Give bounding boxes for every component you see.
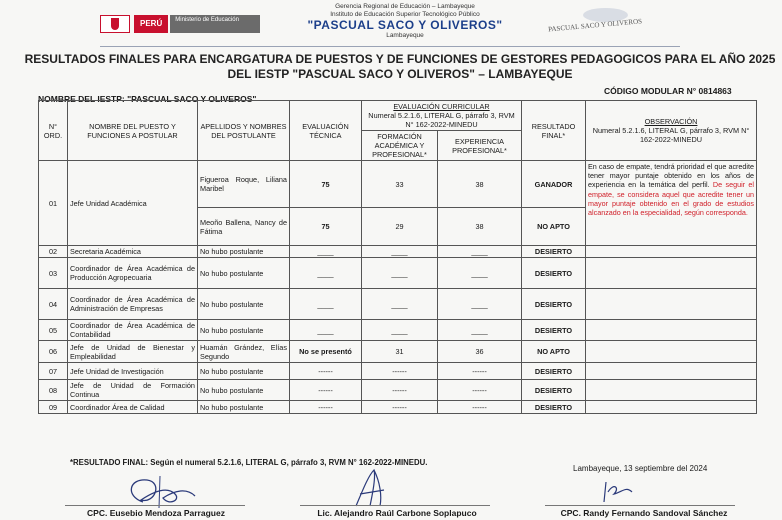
institute-city: Lambayeque bbox=[386, 32, 424, 39]
position-name: Coordinador Área de Calidad bbox=[68, 401, 198, 414]
header-curricular bbox=[362, 101, 522, 131]
signature-line bbox=[65, 505, 245, 506]
header-position: NOMBRE DEL PUESTO Y FUNCIONES A POSTULAR bbox=[68, 101, 198, 161]
experience-score: 36 bbox=[438, 341, 522, 363]
experience-score: ____ bbox=[438, 246, 522, 258]
row-number: 05 bbox=[39, 320, 68, 341]
applicant-name: No hubo postulante bbox=[198, 258, 290, 289]
footnote: *RESULTADO FINAL: Según el numeral 5.2.1.6, LITERAL G, párrafo 3, RVM N° 162-2022-MINEDU. bbox=[70, 458, 428, 467]
row-number: 03 bbox=[39, 258, 68, 289]
position-name: Coordinador de Área Académica de Producción Agropecuaria bbox=[68, 258, 198, 289]
letterhead bbox=[0, 0, 782, 48]
signature-line bbox=[545, 505, 735, 506]
technical-score: ------ bbox=[290, 380, 362, 401]
academic-score: ------ bbox=[362, 380, 438, 401]
results-table bbox=[38, 100, 757, 414]
academic-score: 31 bbox=[362, 341, 438, 363]
final-result: DESIERTO bbox=[522, 246, 586, 258]
logo-text: PASCUAL SACO Y OLIVEROS bbox=[547, 17, 643, 34]
signatory-3: CPC. Randy Fernando Sandoval Sánchez bbox=[560, 508, 728, 518]
academic-score: ____ bbox=[362, 246, 438, 258]
final-result: NO APTO bbox=[522, 208, 586, 246]
table-row bbox=[39, 363, 757, 380]
observation-note bbox=[586, 341, 757, 363]
row-number: 04 bbox=[39, 289, 68, 320]
header-technical: EVALUACIÓN TÉCNICA bbox=[290, 101, 362, 161]
header-result: RESULTADO FINAL* bbox=[522, 101, 586, 161]
observation-text: En caso de empate, tendrá prioridad el que acredite tener mayor puntaje obtenido en los años de experiencia en la temática del perfil. bbox=[588, 162, 755, 190]
position-name: Jefe de Unidad de Formación Continua bbox=[68, 380, 198, 401]
position-name: Secretaria Académica bbox=[68, 246, 198, 258]
applicant-name: Meoño Ballena, Nancy de Fátima bbox=[198, 208, 290, 246]
observation-sub: Numeral 5.2.1.6, LITERAL G, párrafo 3, RVM N° 162-2022-MINEDU bbox=[592, 126, 750, 144]
position-name: Coordinador de Área Académica de Administración de Empresas bbox=[68, 289, 198, 320]
academic-score: ------ bbox=[362, 363, 438, 380]
experience-score: ------ bbox=[438, 401, 522, 414]
institute-logo bbox=[548, 6, 668, 34]
table-row bbox=[39, 289, 757, 320]
signature-scribble-icon bbox=[598, 478, 638, 504]
header-applicant: APELLIDOS Y NOMBRES DEL POSTULANTE bbox=[198, 101, 290, 161]
final-result: DESIERTO bbox=[522, 380, 586, 401]
academic-score: ____ bbox=[362, 258, 438, 289]
header-observation bbox=[586, 101, 757, 161]
signature-scribble-icon bbox=[350, 466, 390, 510]
row-number: 06 bbox=[39, 341, 68, 363]
applicant-name: No hubo postulante bbox=[198, 380, 290, 401]
row-number: 08 bbox=[39, 380, 68, 401]
technical-score: 75 bbox=[290, 208, 362, 246]
experience-score: 38 bbox=[438, 161, 522, 208]
observation-note bbox=[586, 258, 757, 289]
table-row bbox=[39, 380, 757, 401]
technical-score: ____ bbox=[290, 289, 362, 320]
institution-header bbox=[275, 3, 535, 40]
observation-note bbox=[586, 289, 757, 320]
academic-score: ------ bbox=[362, 401, 438, 414]
experience-score: ____ bbox=[438, 289, 522, 320]
header-experience: EXPERIENCIA PROFESIONAL* bbox=[438, 131, 522, 161]
modular-code: CÓDIGO MODULAR N° 0814863 bbox=[604, 86, 732, 96]
regional-office: Gerencia Regional de Educación – Lambayeque bbox=[335, 3, 475, 10]
table-row bbox=[39, 320, 757, 341]
final-result: DESIERTO bbox=[522, 289, 586, 320]
signature-line bbox=[300, 505, 490, 506]
final-result: NO APTO bbox=[522, 341, 586, 363]
table-row bbox=[39, 341, 757, 363]
position-name: Jefe de Unidad de Bienestar y Empleabilidad bbox=[68, 341, 198, 363]
observation-note bbox=[586, 320, 757, 341]
final-result: GANADOR bbox=[522, 161, 586, 208]
title-line-2: DEL IESTP "PASCUAL SACO Y OLIVEROS" – LAMBAYEQUE bbox=[227, 67, 573, 81]
title-line-1: RESULTADOS FINALES PARA ENCARGATURA DE PUESTOS Y DE FUNCIONES DE GESTORES PEDAGOGICOS PARA EL AÑO 2025 bbox=[24, 52, 776, 66]
technical-score: ------ bbox=[290, 401, 362, 414]
applicant-name: No hubo postulante bbox=[198, 246, 290, 258]
technical-score: ____ bbox=[290, 246, 362, 258]
table-row bbox=[39, 161, 757, 208]
signatory-1: CPC. Eusebio Mendoza Parraguez bbox=[87, 508, 225, 518]
institute-name: "PASCUAL SACO Y OLIVEROS" bbox=[307, 18, 503, 32]
observation-text-red: De seguir el empate, se considera aquel que acredite tener un mayor puntaje obtenido en el grado de estudios alcanzado en la especialidad, según corresponda. bbox=[588, 180, 755, 218]
experience-score: ____ bbox=[438, 258, 522, 289]
row-number: 09 bbox=[39, 401, 68, 414]
final-result: DESIERTO bbox=[522, 258, 586, 289]
applicant-name: No hubo postulante bbox=[198, 401, 290, 414]
observation-note bbox=[586, 161, 757, 246]
header-academic: FORMACIÓN ACADÉMICA Y PROFESIONAL* bbox=[362, 131, 438, 161]
technical-score: ------ bbox=[290, 363, 362, 380]
table-row bbox=[39, 401, 757, 414]
experience-score: ------ bbox=[438, 363, 522, 380]
position-name: Coordinador de Área Académica de Contabilidad bbox=[68, 320, 198, 341]
header-divider bbox=[100, 46, 680, 47]
observation-note bbox=[586, 380, 757, 401]
experience-score: ____ bbox=[438, 320, 522, 341]
technical-score: ____ bbox=[290, 320, 362, 341]
experience-score: ------ bbox=[438, 380, 522, 401]
row-number: 02 bbox=[39, 246, 68, 258]
curricular-title: EVALUACIÓN CURRICULAR bbox=[393, 102, 490, 111]
final-result: DESIERTO bbox=[522, 320, 586, 341]
academic-score: 29 bbox=[362, 208, 438, 246]
header-order: N° ORD. bbox=[39, 101, 68, 161]
final-result: DESIERTO bbox=[522, 401, 586, 414]
table-row bbox=[39, 246, 757, 258]
position-name: Jefe Unidad Académica bbox=[68, 161, 198, 246]
government-logo bbox=[100, 15, 260, 33]
peru-label: PERÚ bbox=[134, 15, 168, 33]
peru-shield-icon bbox=[100, 15, 130, 33]
ministry-label: Ministerio de Educación bbox=[170, 15, 260, 33]
table-row bbox=[39, 258, 757, 289]
applicant-name: Huamán Grández, Elías Segundo bbox=[198, 341, 290, 363]
final-result: DESIERTO bbox=[522, 363, 586, 380]
applicant-name: No hubo postulante bbox=[198, 363, 290, 380]
technical-score: 75 bbox=[290, 161, 362, 208]
technical-score: ____ bbox=[290, 258, 362, 289]
signing-date: Lambayeque, 13 septiembre del 2024 bbox=[573, 464, 708, 473]
position-name: Jefe Unidad de Investigación bbox=[68, 363, 198, 380]
applicant-name: Figueroa Roque, Liliana Maribel bbox=[198, 161, 290, 208]
technical-score: No se presentó bbox=[290, 341, 362, 363]
observation-note bbox=[586, 246, 757, 258]
academic-score: ____ bbox=[362, 289, 438, 320]
observation-title: OBSERVACIÓN bbox=[644, 117, 698, 126]
applicant-name: No hubo postulante bbox=[198, 320, 290, 341]
institute-type: Instituto de Educación Superior Tecnológico Público bbox=[330, 11, 480, 18]
curricular-sub: Numeral 5.2.1.6, LITERAL G, párrafo 3, RVM N° 162-2022-MINEDU bbox=[368, 111, 515, 129]
row-number: 07 bbox=[39, 363, 68, 380]
academic-score: ____ bbox=[362, 320, 438, 341]
signatory-2: Lic. Alejandro Raúl Carbone Soplapuco bbox=[317, 508, 477, 518]
row-number: 01 bbox=[39, 161, 68, 246]
observation-note bbox=[586, 363, 757, 380]
document-title bbox=[20, 52, 780, 82]
observation-note bbox=[586, 401, 757, 414]
institute-name-label: NOMBRE DEL IESTP: "PASCUAL SACO Y OLIVEROS" bbox=[38, 94, 257, 104]
academic-score: 33 bbox=[362, 161, 438, 208]
applicant-name: No hubo postulante bbox=[198, 289, 290, 320]
experience-score: 38 bbox=[438, 208, 522, 246]
